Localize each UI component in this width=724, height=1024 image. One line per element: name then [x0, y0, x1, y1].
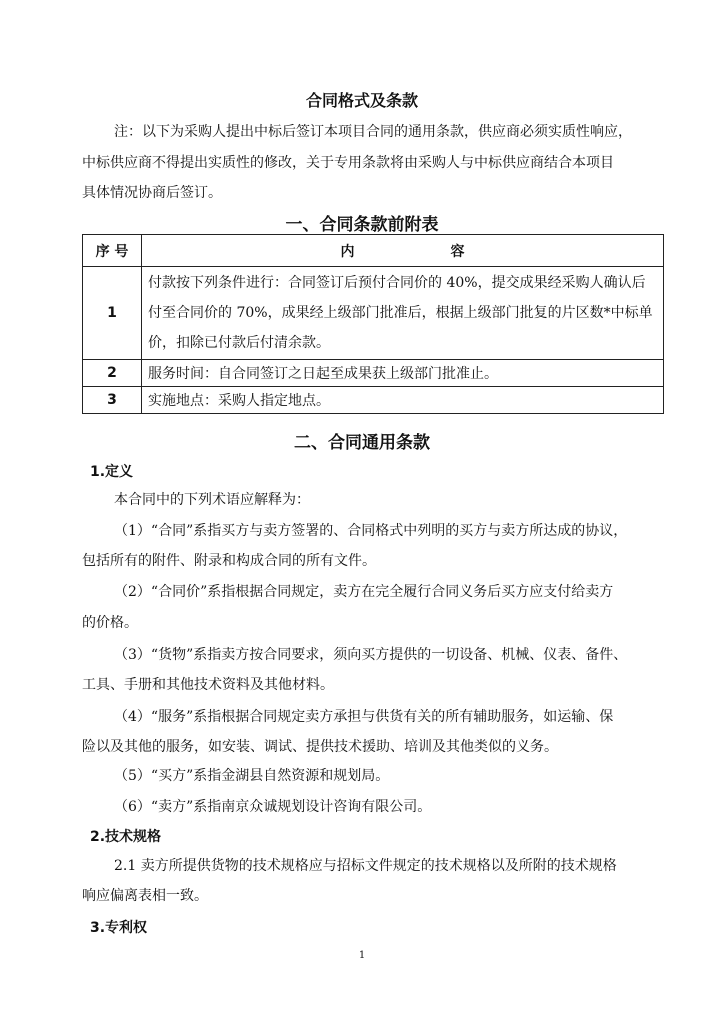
table-row	[83, 360, 664, 387]
row-number: 3	[83, 387, 142, 414]
definition-line-7: （4）“服务”系指根据合同规定卖方承担与供货有关的所有辅助服务，如运输、保	[114, 709, 614, 725]
section-1-title: 一、合同条款前附表	[285, 215, 439, 235]
definition-line-2: 包括所有的附件、附录和构成合同的所有文件。	[82, 553, 376, 569]
row-content-line: 价，扣除已付款后付清余款。	[148, 335, 330, 351]
row-content	[142, 267, 664, 360]
section-2-title: 二、合同通用条款	[294, 433, 430, 453]
page-number: 1	[358, 950, 366, 961]
definition-line-10: （6）“卖方”系指南京众诚规划设计咨询有限公司。	[114, 799, 432, 815]
definition-line-4: 的价格。	[82, 615, 138, 631]
clause-2-line-1: 2.1 卖方所提供货物的技术规格应与招标文件规定的技术规格以及所附的技术规格	[114, 858, 617, 874]
clause-1-heading: 1.定义	[90, 464, 134, 480]
table-header-row	[83, 235, 664, 267]
header-content-b: 容	[450, 243, 465, 260]
appendix-table	[82, 234, 664, 414]
definition-line-1: （1）“合同”系指买方与卖方签署的、合同格式中列明的买方与卖方所达成的协议，	[114, 523, 628, 539]
note-line-3: 具体情况协商后签订。	[82, 185, 222, 201]
note-line-1: 注：以下为采购人提出中标后签订本项目合同的通用条款，供应商必须实质性响应，	[114, 124, 632, 140]
header-content-a: 内	[340, 243, 355, 260]
row-content-line: 付至合同价的 70%，成果经上级部门批准后，根据上级部门批复的片区数*中标单	[148, 305, 653, 321]
row-content: 实施地点：采购人指定地点。	[142, 387, 664, 414]
clause-2-line-2: 响应偏离表相一致。	[82, 888, 208, 904]
row-content: 服务时间：自合同签订之日起至成果获上级部门批准止。	[142, 360, 664, 387]
definition-line-3: （2）“合同价”系指根据合同规定，卖方在完全履行合同义务后买方应支付给卖方	[114, 584, 614, 600]
definition-line-6: 工具、手册和其他技术资料及其他材料。	[82, 677, 334, 693]
document-title: 合同格式及条款	[305, 91, 418, 110]
note-line-2: 中标供应商不得提出实质性的修改，关于专用条款将由采购人与中标供应商结合本项目	[82, 155, 614, 171]
definition-line-9: （5）“买方”系指金湖县自然资源和规划局。	[114, 768, 390, 784]
row-number: 1	[83, 267, 142, 360]
header-number: 序 号	[83, 235, 142, 267]
definition-line-8: 险以及其他的服务，如安装、调试、提供技术援助、培训及其他类似的义务。	[82, 739, 558, 755]
table-row	[83, 267, 664, 360]
clause-2-heading: 2.技术规格	[90, 829, 162, 845]
clause-1-intro: 本合同中的下列术语应解释为：	[114, 492, 310, 508]
definition-line-5: （3）“货物”系指卖方按合同要求，须向买方提供的一切设备、机械、仪表、备件、	[114, 647, 628, 663]
clause-3-heading: 3.专利权	[90, 920, 148, 936]
table-row	[83, 387, 664, 414]
row-content-line: 付款按下列条件进行：合同签订后预付合同价的 40%，提交成果经采购人确认后	[148, 275, 646, 291]
row-number: 2	[83, 360, 142, 387]
header-content	[142, 235, 664, 267]
